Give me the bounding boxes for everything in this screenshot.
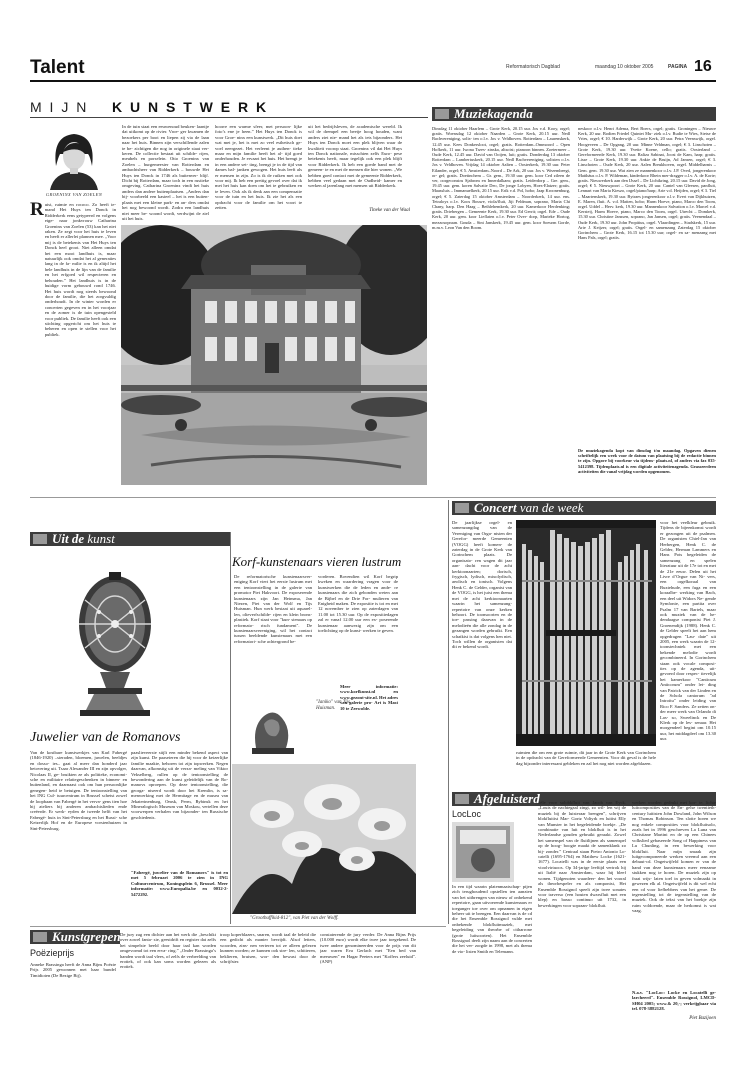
organ-photo (516, 520, 656, 746)
uitdekunst-bar (30, 532, 230, 546)
faberge-info: "Fabergé, juwelier van de Romanovs" is tot en met 5 februari 2006 te zien in ING Cultuurcentrum, Koningsplein 6, Brussel. Meer informatie: www.Europalia.be en 0032-2-5472292. (131, 870, 228, 897)
bar-square (455, 503, 469, 513)
concert-title-b: van de week (519, 500, 584, 515)
section-title: Talent (30, 57, 85, 78)
bar-square (455, 794, 469, 804)
concert-col1: De jaarlijkse orgel- en samenzangdag van de Vereniging van Orga- nisten der Gerefor- meerde Gemeenten (VOGG) heeft komen- de zaterdag in de Grote Kerk van Gorinchem plaats. De organisato- ren wagen dit jaar aan- dacht voor de acht kerktoonaarten; dorisch, frygisch, lydisch, mixolydisch, aeolisch en ionisch. Volgens Henk C. de Gelder, organist van de VOGG, is het juist een thema met de acht kerktoonaarten waarin het samenzang-repertoire van onze kerken behoort. De toonsoorten en de toe- passing daarvan in de melodieën die alle zondag in de gezangen worden gebruikt. Een schatkist is dat volgens hen niet. Toch willen de organisten dat dit er bekend wordt. (452, 520, 512, 650)
uitdekunst-title-a: Uit de (52, 531, 85, 546)
kunstgrepen-col3: troop koperblazers, snaren, wordt taal de beleid die een gedicht als manier bevrijdt. Alsof letters, woorden, zins- nen verteren tot ze alleen gelezen kunnen worden; ze kunnen ook stre- len, schitteren, beklieren, bruisen, wor- den bewust door de schrijfster. (220, 932, 316, 965)
portrait-photo (44, 126, 104, 190)
dropcap: R (30, 199, 44, 220)
kunstwerk-text-col4: uit het bedrijfsleven, de academische wereld. Ik wil de drempel een beetje hoog houden, want anders ziet nie- mand het als iets bijzonders. Het Huys ten Donck moet een plek blijven waar de kwaliteit voorop staat. Groeninx vil dat Het Huys ten Donck nationale, misschien zelfs Euro- pese betekenis heeft, maar tegelijk ook een plek blijft voor Ridderkerk. Ik heb een goede band met de gemeen- te en met de mensen die hier wonen. „We hebben goed contact met de gemeente Ridderkerk, hebben veel gedaan met de Oudheid- kamer en werken al jarenlang met mensen uit Ridderkerk. (308, 124, 402, 189)
kunstgrepen-subtitle: Poëzieprijs (30, 948, 75, 958)
kunstwerk-heading (30, 98, 430, 118)
kunstwerk-col1 (30, 199, 116, 492)
korf-headline: Korf-kunstenaars vieren lustrum (232, 554, 402, 569)
kunstwerk-text-col1: uist, ruimte en rococo. Zo heeft ie- mand Het Huys ten Donck in Ridderkerk eens getypeerd en volgens eige- naar jonkvrouw Catharina Groeninx van Zoelen (53) kan het niet raken. Ze zegt voor het huis te leven en heeft er allerlei plannen mee. „Voor mij is de betekenis van Het Huys ten Donck heel groot. Niet alleen omdat het een mooi landhuis is, maar natuurlijk ook omdat het al generaties lang in de fa- milie is en ik altijd het hele landhuis in de lijn van de familie en het erfgoed wil respecteren en behouden.” Het landhuis is in de huidige vorm gebouwd rond 1746. Het huis wordt nog steeds bewoond door de familie, die het zorgvuldig onderhoudt. In de winter worden er concerten gegeven en in het voorjaar en de zomer is de tuin opengesteld voor publiek. De familie heeft ook een stichting opgericht om het huis te beheren en open te stellen voor het publiek. (44, 202, 116, 337)
house-photo (121, 225, 427, 485)
uitdekunst-title-b: kunst (87, 531, 115, 546)
korf-info: Meer informatie: www.korfkunst.nl en www.gezont-site.nl. Het adres van galerie pro- Art is Mast 10 te Zeewolde. (340, 684, 398, 711)
afgeluisterd-title: Afgeluisterd (474, 791, 540, 806)
afgeluisterd-col3: werken worden gedrukt met kor- te, lichte luitcomposities van de En- gelse twentieth-century luitisten John Dowland, John Wilson en Thomas Robinson. Ten slotte horen we nog enkele composities voor blokfluitsolo, zoals het in 1996 geschreven La Luna van Christiane Martini en de op een Chinees volkslied gebaseerde Song of Happiness van Lu Chunling, in een bewerking voor blokfluit. Naar mijn smaak zijn luitgecomponeerde werken vreemd aan een debuut-cd. Ongetwijfeld komen er van de hand van deze kunstenaars meer eenzame stukken nog te horen. De muziek zijn op fraai wijs- laten toel in geven volmaakt in gewezen elk al. Ongetwijfeld is dit wel echt een cd voor liefhebbers van het genre. De tegenstelling tot de tegenstelling van de muziek. Ook de tekst van het boekje zijn ruim voldoende, maar de herkomst is wat vaag. (632, 800, 716, 914)
korf-flower-photo (232, 764, 416, 914)
section-header (30, 58, 716, 80)
heading-kunstwerk: K U N S T W E R K (112, 99, 269, 115)
kunstwerk-text-col3: hoorre een warme sfeer, met persoon- lijke foto’s ene je heen.” Het Huys ten Donck is voor Groe- ninx een kunstwerk. „Dit huis doet wat met je, het is met zo veel esthetisch ge- voel neergezet. Het verleent je authen- tieke maar en mijn familie heeft het al- tijd goed onderhouden. Je ervaart het huis. Het brengt je in een andere set- ting, brengt je in de tijd van dames bal- janken gewogen. Het huis leeft als er mensen in zijn. Zo is ik de ruiken met ook voor mij. Ik heb een prettig gevoel over dat ik met het huis kan doen om het te gebruiken en te leven. Ook als ik denk aan een compensatie voor de tuin en het huis. Ik zie het als een opdracht voor de familie om het voort te zetten. (215, 124, 302, 211)
muziekagenda-title: Muziekagenda (454, 106, 533, 121)
page-number: 16 (694, 58, 712, 75)
kunstwerk-rule (30, 117, 428, 118)
bar-square (435, 109, 449, 119)
muziekagenda-col1: Dinsdag 11 oktober Haarlem – Grote Kerk, 20.15 uur. Jos v.d. Kooy, orgel; gratis. Woensdag 12 oktober Naarden – Grote Kerk, 20.15 uur. Nedl Bachvereniging, solis- ten o.l.v. Jos v. Veldhoven. Rotterdam – Laurenskerk, 12.45 uur. Kees Donkersloot, orgel; gratis. Rotterdam–Ommoord – Open Hofkerk, 11 uur. Iwona Trzes- zinska, altsoist; pianoon binnen. Zoetermeer – Oude Kerk, 12.45 uur. David van Ooijen, luit; gratis. Donderdag 13 oktober Rotterdam – Lambertuskerk, 20.15 uur. Nedl Bachvereniging, solisten o.l.v. Jos v. Veldhoven. Vrijdag 14 oktober Aalten – Oosterkerk, 19.30 uur. Peter Eilander, orgel; € 5. Amsterdam–Noord – De Ark, 20 uur. Jos v. Wezembeegt, or- gel; gratis. Doetinchem – Gr. gem., 19.30 uur. gem. koor Ced zileen de ver, oorgeconstru Sjabrom en Innerdalkam; gratis. Leiderdorp – Gre. gem., 19.45 uur. gem. koren Salvatie Deo, De jonge Lobyen, Hoes-Elatzer; gratis. Maassluis – Immanuelkerk, 20.15 uur. Erik v.d. Pol, hobo; Jaap Kroonenburg, orgel; € 5. Zaterdag 15 oktober Amsterdam – Noorderkerk, 14 uur. ens. Tetraloys o.l.v. Koos Bouwe, viola/fluit, Jiji Feldman, soprano, Maria Chi Chany, harp. Den Haag – Bethlehemkerk, 20 uur. Kamerkoor Herdenking; gratis. Driebergen – Gemeente Kerk, 19.30 uur. Ed Gerrit; orgel. Ede – Oude Kerk, 20 uur. gem. koor Lieflaten o.l.v. Peter Over- dorp, Marieke Hortog, mezzosopraan. Gouda – Sint Janskerk, 19.45 uur. gem. koor Soeurm Gorde, m.m.v. Leon Van den Boom. (432, 126, 570, 230)
faberge-col2: paaslieveerste stijlt een minder bekend aspect van zijn kunst. De paaseieren die hij voor de keizerlijke familie maakte, behoren tot zijn topwerken. Negen daarvan, afkomstig uit de verza- meling van Viktor Vekselberg, rullen op de tentoonstelling de bewondering aan de kunst geleidelijk van de Ro- manovs oproepen. Op deze tentoonstelling, die georga- niseerd wordt door het Kremlin, is sa- menwerking met de Hermitage en de musea van Jekaterinenburg, Omsk, Perm, Rybinsk en het Mineralogisch Museum van Moskou, vertellen deze voorwerpen verhalen van bijzonder- ten Russische geschiedenis. (131, 750, 228, 820)
concert-col2: voor het veelkleur gebruik. Tijdens de bijeenkomst wordt er gezongen uit de psalmen. De organisten Chiel-Jan van Herbergen, Henk C. de Gelder, Herman Lammers en Hans Pots begeleiden de samenzang en spelen literatuur uit de 17e tot en met de 21e eeuw. Delen uit het Livre d’Orgue van Ni- vers, een orgelkoraal van Buxtehude, een fuga en een koraalbe- werking van Bach, een deel uit Widors Ne- gende Symfonie, een partita over Psalm 17 van Bartels, maar ook muziek van de he- dendaagse componist Piet J. Groenendijk (1988). Henk C. de Gelder speelt het aan hem opgedragen "Lau- date" uit 2005, een werk waarin de 12- toonstechniek met een bekende melodie wordt gecombineerd. In Gorinchem staan ook vocale composi- ties op de agenda, uit- gevoerd door respec- tievelijk het kamerkoor "Canticum Anticorum" onder lei- ding van Patrick van der Linden en de Schola cantorum "ad Introitu" onder leiding van Rico F. Sanders. Ze zetten on- der meer werk van Orlando di Las- so, Sweelinck en De Klerk op de les- senaar. Het morgendeel begint om 10.15 uur, het middagdeel om 13.30 uur. (660, 520, 716, 742)
afgeluisterd-col2: dèle voor solobkfluit van Jacob van Eyck. „Louis de nachtegaal zingt, zo wil- len wij de muziek bij de luisteraar brengen”, schrijven blokfluitist Mar- Gortz Voltyrk en luitist Elly van Munster in het begeleidende boekje. „De combinatie van luit en blokfluit is in het Nederlandse gouden gebruikt geraakt. Zowel het samenspel van de fluitlijnen als samenspel op de hoog- boogte maakt de samenklank zo bij- zonder.” Centraal staan Pietro Antonio Lo- catelli (1695-1764) en Matthew Locke (1621-1677). Locatelli was in de eerste plaats een vioolvirtuoos. Op 34-jarige leeftijd vertrok hij uit Italië naar Amsterdam, waar hij bleef wonen. Tijdgenoten waardeer- den het vooral als theorbespeler en als componist, Het Ensemble Rossignol speelt zijn twee sonates voor traverso (een houten dwarsfluit met een klep) en basso continuo uit 1732, in bewerkingen voor sopraan- blokfluit. (538, 800, 626, 908)
korf-sculpture-photo (234, 696, 312, 758)
korf-col1: De reformatorische kunstenaarsver- eniging Korf viert het eerste lustrum met een tentoonstelling in de galerie van promotor Piet Hakvoort. De exposerende kunstenaars zijn Jan Heinsma, Jan Niezen, Piet van der Wolf en Tijs Huisman. Hun werk bestaat uit aquarel- len, olieverfschilde- rijen en klein brons- plastiek. Korf staat voor "kun- stenaars op reformato- risch fundament". De kunstenaarsvereniging, wil het contact tussen beeldende kunstenaars met een reformatori- sche achtergrond be- (234, 574, 312, 644)
kunstgrepen-bar (30, 930, 120, 944)
mid-rule (30, 497, 716, 498)
bar-square (33, 932, 47, 942)
concert-bar (452, 501, 716, 515)
faberge-col1: Van de kostbare kunstwerkjes van Karl Fabergé (1846-1920) –sieraden, bloemen, juwelen, beeldjes en dosso- ies– gaat al meer dan honderd jaar betovering uit. Tsaar Alexander III en zijn opvolger, Nicolaas II, ge- bruikten ze als politieke, economi- sche en militaire relatiegeschenken in binnen- en buitenland, en daarnaast ook om hun persoonlijke genegen- heid te betuigen. De tentoonstelling van het ING Cul- tuurcentrum in Brussel schetst zowel de loopbaan van Fabergé in het verva- gens tien hoe hij ateliers bij anderen ambachtslieden ende creëerde. Er werk- eyden de tweede helft van het Fabergé- huis in Sint-Petersburg en het Russi- sche Keizerlijk Hof en de Europese vorstenhuizen in Sint-Petersburg. (30, 750, 127, 831)
header-rule (30, 80, 716, 82)
page-label: PAGINA (668, 64, 688, 70)
concert-title-a: Concert (474, 500, 517, 515)
muziekagenda-col2: neskoor o.l.v. Henri Adema, Bert Boers, orgel; gratis. Groningen – Nieuwe Kerk, 20 uur. Bodien Friedel Quintet Mu- ziek o.l.v. Rudie te Wies, Sietse de Vries, orgel; € 10. Harderwijk – Grote Kerk, 20 uur. Petra Veenswijk, orgel. Hoogeveen – De Opgang, 20 uur. Minne Veldman, orgel; € 3. Linschoten – Grote Kerk, 19.30 uur. Yvette Koene, cello; gratis. Oosterland – Gereformeerde Kerk, 19.30 uur. Raliza Sabinat, Joost de Kam, harp; gratis. Lisse – Grote Kerk, 19.30 uur. Ankie de Bruijn, Ad Jansen, orgel; € 3. Linschoten – Oude Kerk, 20 uur. Aalen Breukhoven, orgel. Middelharnis – Gem. gem. 19.30 uur. Wat zien ze mannenkoor o.l.v. J.P. Oved, jongerenkoor Matthäus o.l.v. P. Wildeman, kinderkoor Rhein mer-dragger o.l.v. A. de Korte; gratis. Nieuwerkerk aan den IJssel – De Lichtkring, 20.15 uur. David de Jong, orgel; € 5. Nieuwpoort – Grote Kerk, 20 uur. Cantel van Gleesen, panfluit, Lennart van Maria Kieszo, orgel/piano/harp; Arie v.d. Heijden, orgel; € 3. Tiel – Maartenskerk, 19.30 uur. Bytraes jongerenkoor o.l.v. Evert van Dijkhuizen, E. Maren, fluit. A. v.d. Matten, hobo; Harm Hoeve, piano, Marco den Toom, orgel. Uddel – Herv. kerk, 19.30 uur. Mannenkoor Salvation o.l.v. Marcel v.d. Kersteij, Harm Hoeve, piano, Marco den Toom, orgel. Utrecht – Domkerk, 15.30 uur. Christine Janssen, soprano, Jan Jansen, orgel; gratis. Veenendaal – Oude Kerk, 19.30 uur. John Propitius, orgel. Vlaardingen – Stadskerk, 15 uur. Arie J. Keijzer, orgel; gratis. Orgel- en samenzang Zaterdag 15 oktober Gorinchem – Grote Kerk, 16.15 tot 15.30 uur; orgel- en sa- menzang met Hans Pals, orgel; gratis. (578, 126, 716, 241)
muziekagenda-bar (432, 107, 716, 121)
faberge-headline: Juwelier van de Romanovs (30, 730, 181, 745)
concert-divider (448, 500, 449, 924)
portrait-caption: GROENINX VAN ZOELEN (45, 192, 103, 197)
kunstwerk-byline: Tineke van der Waal (369, 208, 410, 213)
kunstgrepen-rule (30, 926, 446, 927)
heading-mijn: M I J N (30, 99, 89, 115)
kunstgrepen-col2: De jury zag een dichter aan het werk die „beschikt over zowel fanta- sie, geestdrift en register dat zelfs het simpelste beeld door haar taal kan worden omgevormd tot een erva- ring.” „Onder Brassinga’s handen wordt taal vlees, of zelfs de verbeelding van erotiek, of ook kan soms worden gelezen als erotiek. (120, 932, 216, 970)
faberge-egg-photo (54, 560, 176, 720)
afgeluisterd-subtitle: LocLoc (452, 809, 482, 819)
issue-date: maandag 10 oktober 2005 (595, 64, 654, 70)
kunstwerk-text-col2: In de tuin staat een eeuwenoud beuken- laantje dat uitkomt op de rivier. Vroe- ger kwamen de bezoekers per boot en liepen zij via de laan naar het huis. Binnen zijn verschillende zalen te be- zichtigen die nog in originele staat ver- keren. De collectie bestaat uit schilde- rijen, meubels en porselein. Otto Groeninx van Zoelen – burgemeester van Rotterdam en ambachtsheer van Ridderkerk – bouwde Het Huys ten Donck in 1746 als buitenver- blijf. Dicht bij Rotterdam, maar toch in een rustieke omgeving. Catharina Groeninx vindt het huis anders dan andere buitenplaatsen. „Anders dan bij- voorbeeld een kasteel – het is een buiten- plaats met een kleine park- en an- ders omdat het nog bewoond wordt. Zodra een landhuis niet meer be- woond wordt, verdwijnt de ziel uit het huis. (122, 124, 209, 220)
kunstgrepen-title: Kunstgrepen (52, 929, 121, 944)
concert-col2-tail: ruimten die om een grote ruimte, dit jaar in de Grote Kerk van Gorinchem in de opdracht van de Gereformeerde Gemeenten. Voor dit geval is de hele dag bijzonder interessant gebleken en zal het nog niet worden afgeblazen. (516, 750, 656, 766)
locloc-cd-cover (452, 822, 514, 882)
paper-name: Reformatorisch Dagblad (506, 64, 560, 70)
afgeluisterd-info: N.a.v. "LocLoc: Locke en Locatelli ge- larcheerd". Ensemble Rossignol, LMCD-SH04 2005; www.& 20,-; verkrijgbaar via tel. 078-3882128. (632, 990, 716, 1012)
korf-caption2: "Grootbuffikid-812", van Piet van der Wolff. (250, 916, 339, 921)
muziekagenda-notice: De muziekagenda kopt van dinsdag t/m maandag. Opgaven dienen schriftelijk een week voor de datum van plaatsing bij de redactie binnen te zijn. Opgave bij voorkeur via tijdens- plaats.nl, of anders via fax 035-5412398. Tijdenplaats.nl is een digitale activiteitenagenda. Geasseerdeen activiteiten die vanaf vrijdag worden opgenomen. (578, 448, 716, 474)
kunstgrepen-col1: Anneke Brassinga heeft de Anna Bijns Poëzie Prijs 2005 gewonnen met haar bundel Timidioten (De Bezige Bij). (30, 962, 116, 978)
afgeluisterd-byline: Piet Bazijoen (689, 1016, 716, 1021)
uitdekunst-divider (230, 532, 231, 924)
korf-caption1: "Ianiko" van Tijs Huisman. (316, 700, 350, 711)
korf-col2: vorderen. Bovendien wil Korf begrip kweken en waardering vragen voor de kunstwerken die de leden en ande- re kunstenaars die zich gebonden weten aan de Bijbel en de Drie For- mulieren van Enigheid maken. De expositie is tot en met 12 november te zien op zaterdagen van 11.00 tot 15.30 uur. Op de expositiedagen zal er vanaf 12.00 uur een ex- poserende kunstenaar aanwezig zijn om een toelichting op de kunst- werken te geven. (318, 574, 398, 634)
afgeluisterd-col1: In een tijd waarin platenmaatschap- pijen zich terughoudend opstellen ten aanzien van het uitbrengen van nieuw of onbekend repertoire, gaan uitvoerende kunstenaars er toeganger toe over om opnamen in eigen beheer uit te brengen. Een daarvan is de cd die het Ensemble Rossignol vulde met onbekende blokfluitmuziek, met begeleiding van theorbe of citharrone (grote luitsoorten). Het Ensemble Rossignol deelt zijn naam aan de concerten die het ver- zorgde in 1998, met als thema de vio- listen Smith en Telemann. (452, 884, 532, 954)
bar-square (33, 534, 47, 544)
kunstgrepen-col4: constaterende de jury verder. De Anna Bijns Prijs (10.000 euro) wordt elke twee jaar toegekend. De twee andere genomineerden voor de prijs van dit jaar waren Eva Gerlach met "Een bed van meeuwen" en Hagar Peeters met "Koffers zeeluid". (ANP) (320, 932, 416, 965)
